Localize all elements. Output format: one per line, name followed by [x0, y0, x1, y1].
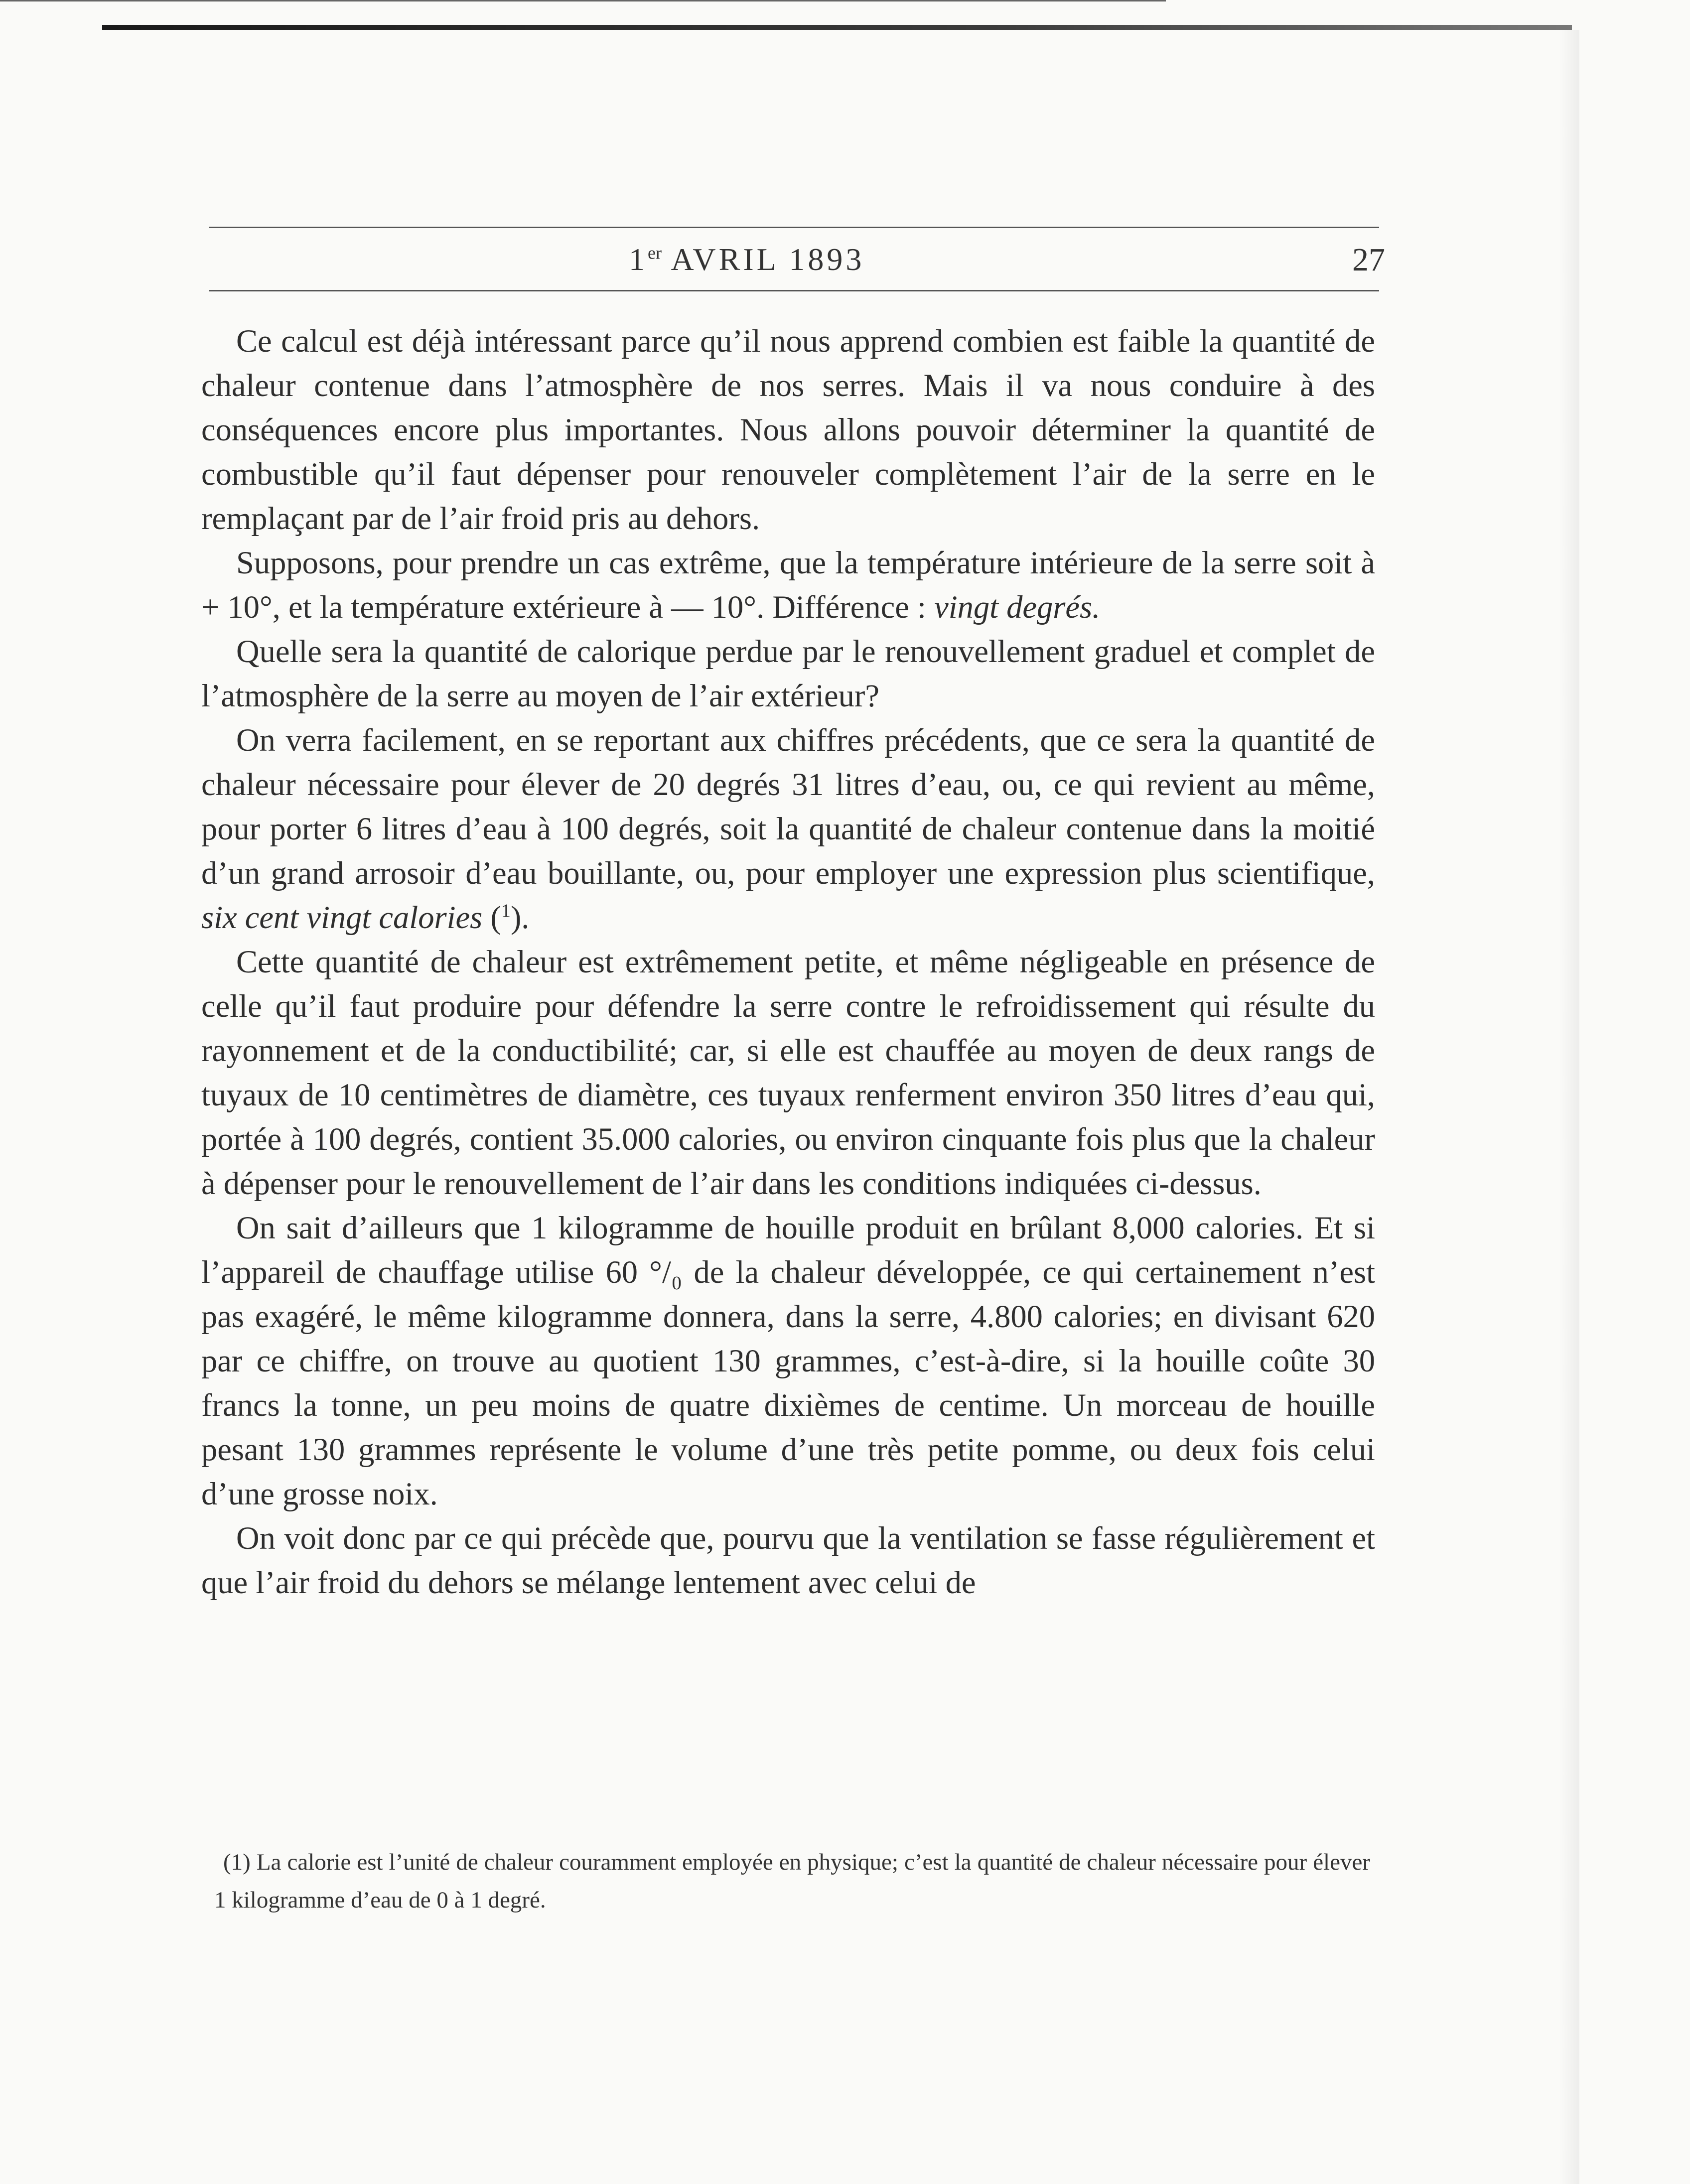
running-head	[629, 241, 987, 281]
body-text	[201, 319, 1375, 1605]
header-rule-bottom	[209, 290, 1379, 291]
running-head-sup: er	[648, 243, 662, 263]
paragraph-2-text: Supposons, pour prendre un cas extrême, que la température intérieure de la serre soit à + 10°, et la température extérieure à — 10°. Différence :	[201, 545, 1375, 625]
paragraph-4-text: On verra facilement, en se reportant aux chiffres précédents, que ce sera la quantité de chaleur nécessaire pour élever de 20 degrés 31 litres d’eau, ou, ce qui revient au même, pour porter 6 litres d’eau à 100 degrés, soit la quantité de chaleur contenue dans la moitié d’un grand arrosoir d’eau bouillante, ou, pour employer une expression plus scientifique,	[201, 722, 1375, 891]
scan-edge-right	[1559, 30, 1579, 2184]
footnote-rule	[0, 0, 1166, 1]
paragraph-2	[201, 541, 1375, 629]
header-rule-top	[209, 227, 1379, 228]
footnote-reference: 1	[501, 900, 511, 922]
running-head-day: 1	[629, 242, 648, 277]
paragraph-3: Quelle sera la quantité de calorique perdue par le renouvellement graduel et complet de l’atmosphère de la serre au moyen de l’air extérieur?	[201, 634, 1375, 713]
paragraph-6: On sait d’ailleurs que 1 kilogramme de houille produit en brûlant 8,000 calories. Et si l’appareil de chauffage utilise 60 °/₀ de la chaleur développée, ce qui certainement n’est pas exagéré, le même kilogramme donnera, dans la serre, 4.800 calories; en divisant 620 par ce chiffre, on trouve au quotient 130 grammes, c’est-à-dire, si la houille coûte 30 francs la tonne, un peu moins de quatre dixièmes de centime. Un morceau de houille pesant 130 grammes représente le volume d’une très petite pomme, ou deux fois celui d’une grosse noix.	[201, 1210, 1375, 1511]
paragraph-4-ref-close: ).	[510, 900, 530, 935]
paragraph-4-italic: six cent vingt calories	[201, 900, 483, 935]
paragraph-4-ref-open: (	[482, 900, 501, 935]
paragraph-5: Cette quantité de chaleur est extrêmement petite, et même négligeable en présence de celle qu’il faut produire pour défendre la serre contre le refroidissement qui résulte du rayonnement et de la conductibilité; car, si elle est chauffée au moyen de deux rangs de tuyaux de 10 centimètres de diamètre, ces tuyaux renferment environ 350 litres d’eau qui, portée à 100 degrés, contient 35.000 calories, ou environ cinquante fois plus que la chaleur à dépenser pour le renouvellement de l’air dans les conditions indiquées ci-dessus.	[201, 944, 1375, 1201]
footnote	[214, 1843, 1370, 1919]
scan-edge-top	[102, 25, 1572, 30]
paragraph-7: On voit donc par ce qui précède que, pourvu que la ventilation se fasse régulièrement et que l’air froid du dehors se mélange lentement avec celui de	[201, 1520, 1375, 1600]
footnote-text: (1) La calorie est l’unité de chaleur couramment employée en physique; c’est la quantité de chaleur nécessaire pour élever 1 kilogramme d’eau de 0 à 1 degré.	[214, 1849, 1370, 1913]
paragraph-4	[201, 718, 1375, 940]
running-head-rest: AVRIL 1893	[671, 242, 865, 277]
paragraph-2-italic: vingt degrés.	[934, 589, 1101, 625]
paragraph-1: Ce calcul est déjà intéressant parce qu’il nous apprend combien est faible la quantité de chaleur contenue dans l’atmosphère de nos serres. Mais il va nous conduire à des conséquences encore plus importantes. Nous allons pouvoir déterminer la quantité de combustible qu’il faut dépenser pour renouveler complètement l’air de la serre en le remplaçant par de l’air froid pris au dehors.	[201, 323, 1375, 536]
page-number: 27	[1352, 242, 1385, 278]
